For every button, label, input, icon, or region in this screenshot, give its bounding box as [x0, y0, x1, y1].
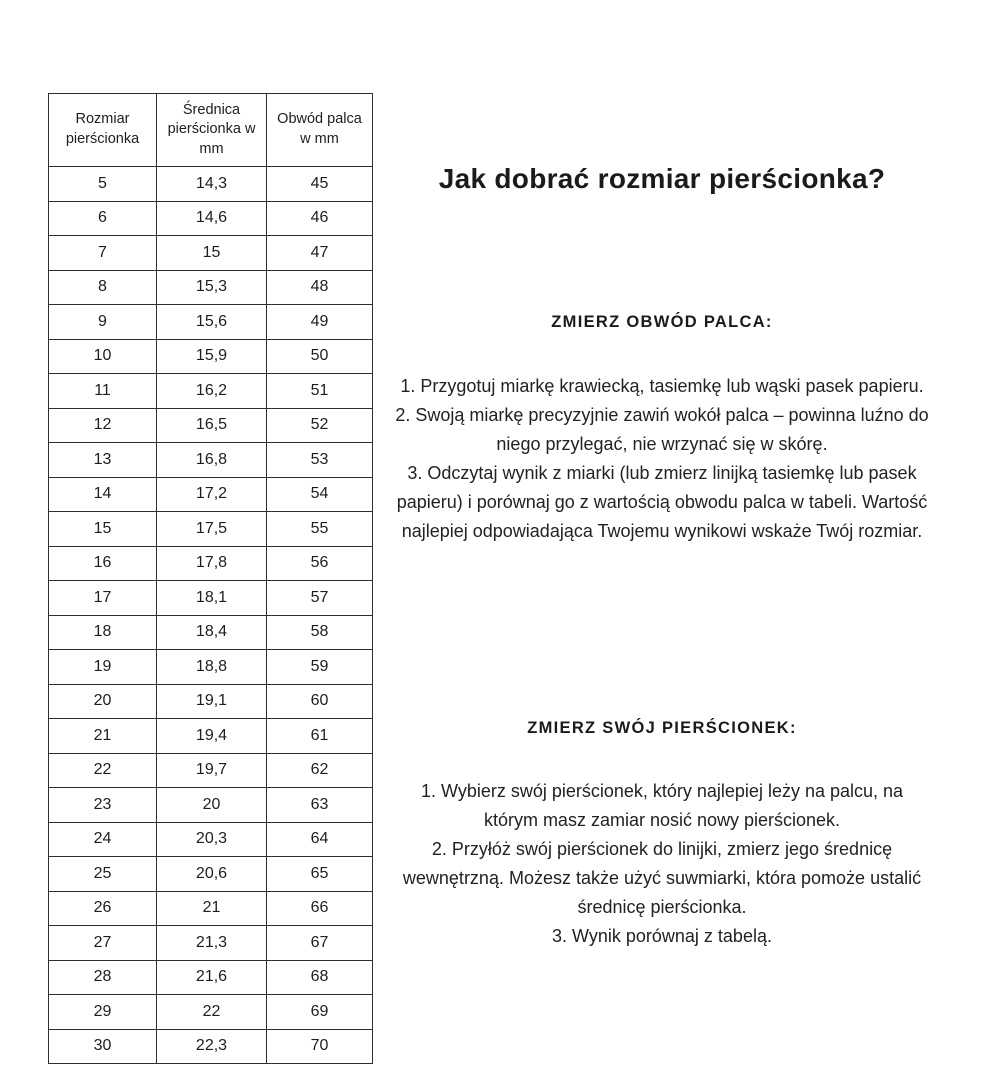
table-cell: 14,6	[157, 201, 267, 236]
table-row	[49, 339, 373, 374]
table-cell: 6	[49, 201, 157, 236]
instruction-step: 2. Przyłóż swój pierścionek do linijki, zmierz jego średnicę wewnętrzną. Możesz także użyć suwmiarki, która pomoże ustalić średnicę pierścionka.	[402, 839, 922, 917]
table-row	[49, 788, 373, 823]
table-row	[49, 581, 373, 616]
table-row	[49, 822, 373, 857]
table-cell: 15	[49, 512, 157, 547]
table-header-row	[49, 94, 373, 167]
table-cell: 20,3	[157, 822, 267, 857]
table-cell: 68	[267, 960, 373, 995]
table-row	[49, 960, 373, 995]
table-cell: 13	[49, 443, 157, 478]
table-cell: 20	[157, 788, 267, 823]
table-cell: 62	[267, 753, 373, 788]
table-cell: 22,3	[157, 1029, 267, 1064]
table-cell: 49	[267, 305, 373, 340]
table-cell: 29	[49, 995, 157, 1030]
table-cell: 66	[267, 891, 373, 926]
table-cell: 18,4	[157, 615, 267, 650]
section-heading-measure-finger: ZMIERZ OBWÓD PALCA:	[551, 313, 773, 331]
table-row	[49, 753, 373, 788]
table-cell: 17,5	[157, 512, 267, 547]
table-cell: 24	[49, 822, 157, 857]
table-row	[49, 201, 373, 236]
instruction-step: 3. Odczytaj wynik z miarki (lub zmierz linijką tasiemkę lub pasek papieru) i porównaj go z wartością obwodu palca w tabeli. Wartość najlepiej odpowiadająca Twojemu wynikowi wskaże Twój rozmiar.	[396, 463, 928, 541]
table-cell: 60	[267, 684, 373, 719]
table-cell: 9	[49, 305, 157, 340]
table-cell: 10	[49, 339, 157, 374]
table-row	[49, 719, 373, 754]
table-cell: 46	[267, 201, 373, 236]
table-cell: 19	[49, 650, 157, 685]
table-cell: 15	[157, 236, 267, 271]
table-cell: 17,8	[157, 546, 267, 581]
table-cell: 23	[49, 788, 157, 823]
column-header-finger-circumference: Obwód palca w mm	[267, 94, 373, 167]
table-row	[49, 684, 373, 719]
table-row	[49, 546, 373, 581]
table-cell: 14	[49, 477, 157, 512]
table-cell: 5	[49, 167, 157, 202]
table-row	[49, 857, 373, 892]
table-cell: 17	[49, 581, 157, 616]
table-row	[49, 477, 373, 512]
page-title: Jak dobrać rozmiar pierścionka?	[438, 163, 886, 194]
table-cell: 14,3	[157, 167, 267, 202]
steps-measure-finger	[392, 372, 932, 546]
table-cell: 45	[267, 167, 373, 202]
table-cell: 51	[267, 374, 373, 409]
table-cell: 27	[49, 926, 157, 961]
table-cell: 21	[157, 891, 267, 926]
table-cell: 22	[49, 753, 157, 788]
instruction-step: 3. Wynik porównaj z tabelą.	[552, 926, 772, 946]
instruction-step: 1. Przygotuj miarkę krawiecką, tasiemkę lub wąski pasek papieru.	[400, 376, 924, 396]
table-cell: 22	[157, 995, 267, 1030]
instructions-panel	[392, 0, 932, 1084]
steps-measure-ring	[392, 777, 932, 951]
table-cell: 15,9	[157, 339, 267, 374]
table-cell: 18	[49, 615, 157, 650]
table-cell: 25	[49, 857, 157, 892]
table-row	[49, 926, 373, 961]
table-cell: 50	[267, 339, 373, 374]
column-header-ring-diameter: Średnica pierścionka w mm	[157, 94, 267, 167]
table-cell: 70	[267, 1029, 373, 1064]
table-cell: 64	[267, 822, 373, 857]
table-cell: 55	[267, 512, 373, 547]
table-cell: 20	[49, 684, 157, 719]
table-cell: 11	[49, 374, 157, 409]
table-cell: 56	[267, 546, 373, 581]
table-cell: 16,2	[157, 374, 267, 409]
column-header-ring-size: Rozmiar pierścionka	[49, 94, 157, 167]
table-row	[49, 305, 373, 340]
table-row	[49, 374, 373, 409]
table-cell: 21,3	[157, 926, 267, 961]
table-cell: 16	[49, 546, 157, 581]
instruction-step: 2. Swoją miarkę precyzyjnie zawiń wokół palca – powinna luźno do niego przylegać, nie wrzynać się w skórę.	[395, 405, 929, 454]
table-cell: 7	[49, 236, 157, 271]
table-cell: 28	[49, 960, 157, 995]
table-cell: 30	[49, 1029, 157, 1064]
table-cell: 54	[267, 477, 373, 512]
table-row	[49, 615, 373, 650]
table-cell: 15,6	[157, 305, 267, 340]
ring-size-table	[48, 93, 373, 1064]
table-cell: 57	[267, 581, 373, 616]
table-row	[49, 408, 373, 443]
table-cell: 19,1	[157, 684, 267, 719]
table-cell: 21,6	[157, 960, 267, 995]
table-cell: 16,5	[157, 408, 267, 443]
table-cell: 18,1	[157, 581, 267, 616]
table-cell: 8	[49, 270, 157, 305]
table-cell: 15,3	[157, 270, 267, 305]
table-cell: 47	[267, 236, 373, 271]
table-cell: 48	[267, 270, 373, 305]
table-cell: 63	[267, 788, 373, 823]
size-table-body	[49, 167, 373, 1064]
table-row	[49, 443, 373, 478]
table-row	[49, 1029, 373, 1064]
table-cell: 67	[267, 926, 373, 961]
instruction-step: 1. Wybierz swój pierścionek, który najlepiej leży na palcu, na którym masz zamiar nosić nowy pierścionek.	[420, 781, 904, 830]
table-cell: 20,6	[157, 857, 267, 892]
table-row	[49, 995, 373, 1030]
table-cell: 21	[49, 719, 157, 754]
table-row	[49, 167, 373, 202]
table-cell: 19,7	[157, 753, 267, 788]
table-cell: 17,2	[157, 477, 267, 512]
table-cell: 61	[267, 719, 373, 754]
table-cell: 19,4	[157, 719, 267, 754]
table-row	[49, 650, 373, 685]
table-cell: 16,8	[157, 443, 267, 478]
section-heading-measure-ring: ZMIERZ SWÓJ PIERŚCIONEK:	[527, 719, 797, 737]
table-cell: 53	[267, 443, 373, 478]
table-cell: 26	[49, 891, 157, 926]
table-cell: 65	[267, 857, 373, 892]
table-cell: 12	[49, 408, 157, 443]
table-cell: 58	[267, 615, 373, 650]
table-cell: 18,8	[157, 650, 267, 685]
table-row	[49, 891, 373, 926]
table-cell: 52	[267, 408, 373, 443]
table-cell: 69	[267, 995, 373, 1030]
table-row	[49, 270, 373, 305]
table-row	[49, 512, 373, 547]
table-row	[49, 236, 373, 271]
table-cell: 59	[267, 650, 373, 685]
